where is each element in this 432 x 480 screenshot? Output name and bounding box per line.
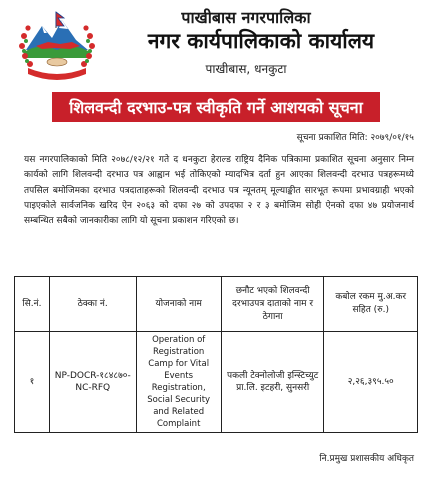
cell-quoted-amount: २,२६,३९५.५० [324,332,418,433]
notice-body-text: यस नगरपालिकाको मिति २०७८/१२/२१ गते द धनकुटा हेराल्ड राष्ट्रिय दैनिक पत्रिकामा प्रकाशित सूचना अनुसार निम्न कार्यको लागि शिलवन्दी दरभाउ पत्र आह्वान भई तोकिएको म्यादभित्र दर्ता हुन आएका शिलवन्दी दरभाउ पत्रहरूमध्ये तपसिल बमोजिमका दरभाउ पत्रदाताहरूको शिलवन्दी दरभाउ पत्र न्यूनतम् मूल्याङ्कीत सारभूत रूपमा प्रभावग्राही भएको पाइएकोले सार्वजनिक खरिद ऐन २०६३ को दफा २७ को उपदफा २ र ३ बमोजिम सोही ऐनको दफा ४७ प्रयोजनार्थ सम्बन्धित सबैको जानकारीका लागि यो सूचना प्रकाशन गरिएको छ। [24,155,414,227]
header-quoted-amount: कबोल रकम मु.अ.कर सहित (रु.) [324,277,418,332]
office-title: नगर कार्यपालिकाको कार्यालय [147,29,375,53]
table-header-row [15,277,418,332]
header-tender-number: ठेक्का नं. [49,277,136,332]
cell-tender-number: NP-DOCR-१८४८७०-NC-RFQ [49,332,136,433]
notice-title-banner: शिलवन्दी दरभाउ-पत्र स्वीकृति गर्ने आशयको सूचना [52,92,380,122]
office-name: पाखीबास नगरपालिका [181,8,311,27]
nepal-emblem-icon [14,6,100,86]
signature-designation: नि.प्रमुख प्रशासकीय अधिकृत [319,454,414,464]
cell-serial-number: १ [15,332,50,433]
cell-project-name: Operation of Registration Camp for Vital Events Registration, Social Security and Related Complaint [136,332,221,433]
header-project-name: योजनाको नाम [136,277,221,332]
office-address: पाखीबास, धनकुटा [205,62,287,76]
cell-bidder-name-address: पकली टेक्नोलोजी इन्स्टिच्युट प्रा.लि. इटहरी, सुनसरी [221,332,324,433]
publication-date: सूचना प्रकाशित मिति: २०७९/०१/१५ [296,133,414,143]
header-serial-number: सि.नं. [15,277,50,332]
selected-bidder-table [14,276,418,433]
header-selected-bidder: छनौट भएको शिलवन्दी दरभाउपत्र दाताको नाम र ठेगाना [221,277,324,332]
table-row [15,332,418,433]
